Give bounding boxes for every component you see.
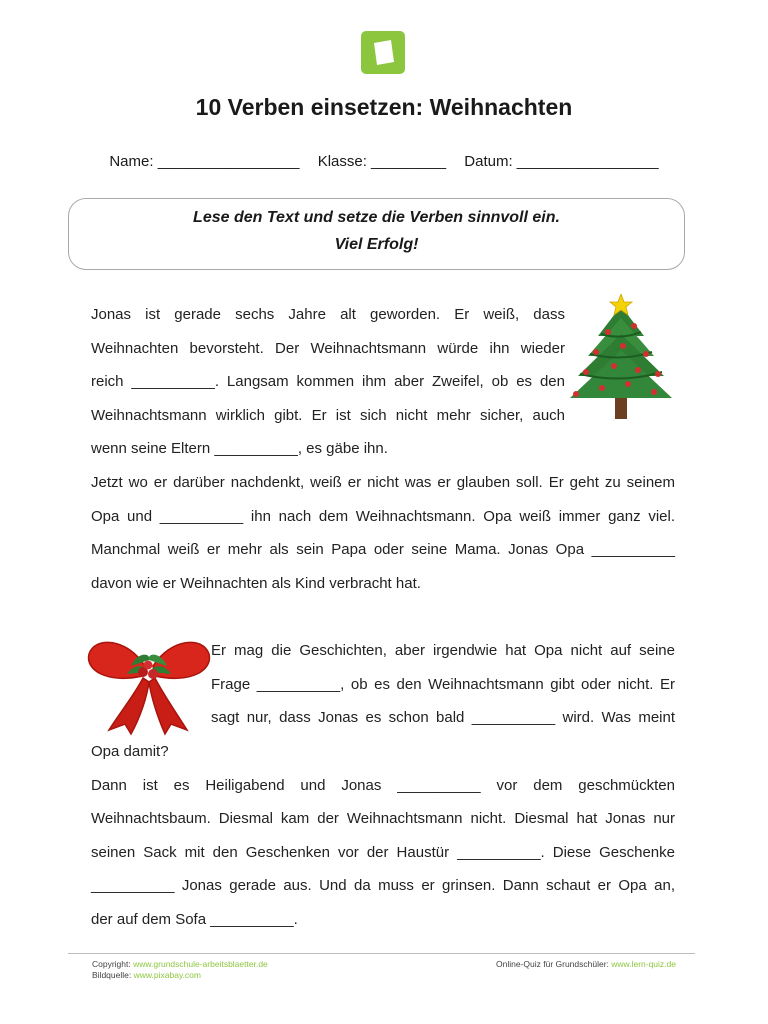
christmas-tree-icon xyxy=(568,294,674,427)
student-info-line xyxy=(0,153,768,170)
text-block-2 xyxy=(91,466,675,600)
text-line: Jetzt wo er darüber nachdenkt, weiß er nicht was er glauben soll. Er geht zu seinem xyxy=(91,474,675,491)
instruction-box xyxy=(68,198,685,270)
text-line: Weihnachtsmann wirklich gibt. Er ist sich nicht mehr sicher, auch xyxy=(91,406,565,424)
text-line: Er mag die Geschichten, aber irgendwie hat Opa nicht auf seine xyxy=(211,642,675,659)
instruction-line-1: Lese den Text und setze die Verben sinnvoll ein. xyxy=(193,209,560,226)
page-title: 10 Verben einsetzen: Weihnachten xyxy=(195,94,573,120)
text-block-3 xyxy=(211,634,675,735)
text-line: Weihnachtsbaum. Diesmal kam der Weihnachtsmann nicht. Diesmal hat Jonas nur xyxy=(91,810,675,828)
text-line: wenn seine Eltern __________, es gäbe ihn. xyxy=(91,440,388,458)
text-line: __________ Jonas gerade aus. Und da muss er grinsen. Dann schaut er Opa an, xyxy=(91,877,675,895)
text-line: Weihnachten bevorsteht. Der Weihnachtsmann würde ihn wieder xyxy=(91,339,565,357)
text-line: der auf dem Sofa __________. xyxy=(91,910,298,928)
copyright-label: Copyright: xyxy=(92,959,134,969)
image-source-label: Bildquelle: xyxy=(92,970,134,980)
date-field: Datum: _________________ xyxy=(464,153,659,170)
text-line: Frage __________, ob es den Weihnachtsmann gibt oder nicht. Er xyxy=(211,675,675,693)
footer-quiz xyxy=(496,959,676,969)
footer-copyright xyxy=(92,959,268,969)
text-line: sagt nur, dass Jonas es schon bald __________ wird. Was meint xyxy=(211,709,675,727)
text-line: davon wie er Weihnachten als Kind verbracht hat. xyxy=(91,574,421,592)
instruction-line-2: Viel Erfolg! xyxy=(334,236,419,253)
text-block-4 xyxy=(91,735,675,937)
text-line: reich __________. Langsam kommen ihm aber Zweifel, ob es den xyxy=(91,373,565,391)
name-field: Name: _________________ xyxy=(109,153,300,170)
quiz-label: Online-Quiz für Grundschüler: xyxy=(495,959,612,969)
logo-icon xyxy=(361,31,405,74)
footer-image-source xyxy=(92,970,201,980)
text-line: Jonas ist gerade sechs Jahre alt geworden. Er weiß, dass xyxy=(91,306,565,323)
text-line: Manchmal weiß er mehr als sein Papa oder seine Mama. Jonas Opa __________ xyxy=(91,541,675,559)
text-block-1 xyxy=(91,298,565,466)
christmas-bow-icon xyxy=(87,632,211,741)
quiz-link[interactable]: www.lern-quiz.de xyxy=(611,959,676,969)
text-line: seinen Sack mit den Geschenken vor der Haustür __________. Diese Geschenke xyxy=(91,843,675,861)
class-field: Klasse: _________ xyxy=(317,153,447,170)
text-line: Opa und __________ ihn nach dem Weihnachtsmann. Opa weiß immer ganz viel. xyxy=(91,507,675,525)
image-source-link[interactable]: www.pixabay.com xyxy=(133,970,201,980)
text-line: Opa damit? xyxy=(91,743,169,760)
footer-divider xyxy=(68,953,695,954)
copyright-link[interactable]: www.grundschule-arbeitsblaetter.de xyxy=(133,959,268,969)
text-line: Dann ist es Heiligabend und Jonas __________ vor dem geschmückten xyxy=(91,776,675,794)
